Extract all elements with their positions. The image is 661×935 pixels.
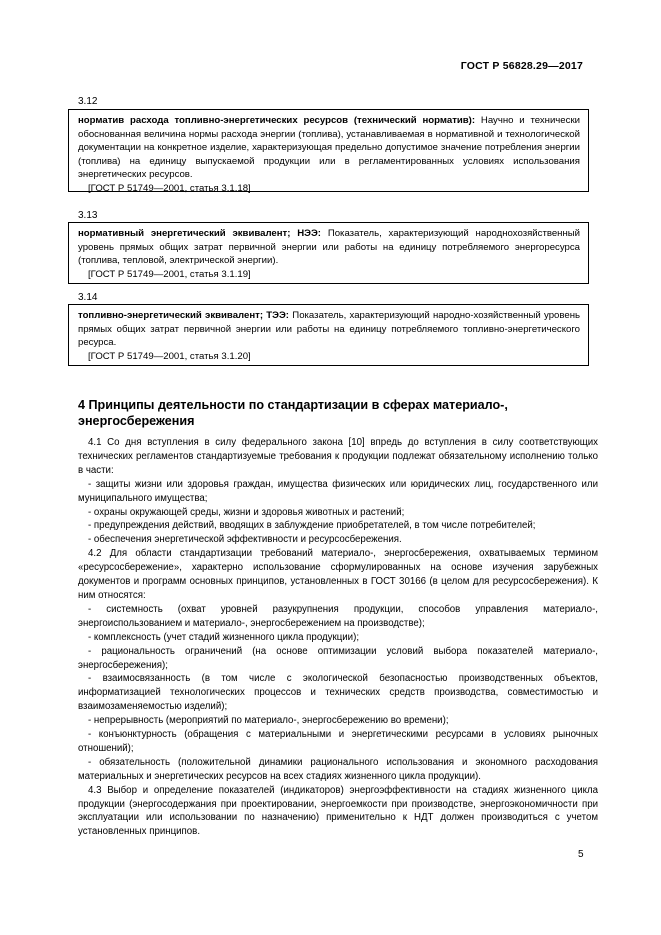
term-definition: Показатель, характеризующий народно-хозяйственный уровень прямых общих затрат первичной энергии или работы на единицу потребляемого топливно-энергетического ресурса. bbox=[78, 310, 581, 349]
list-item: - обеспечения энергетической эффективности и ресурсосбережения. bbox=[88, 534, 402, 546]
list-item: - защиты жизни или здоровья граждан, имущества физических или юридических лиц, государственного или муниципального имущества; bbox=[78, 478, 598, 504]
paragraph: 4.3 Выбор и определение показателей (индикаторов) энергоэффективности на стадиях жизненного цикла продукции (энергосодержания при проектировании, энергоемкости при производстве, энергоэкономичности при эксплуатации или использовании по назначению) применительно к НДТ должен производиться с учетом установленных принципов. bbox=[78, 784, 598, 838]
list-item: - комплексность (учет стадий жизненного цикла продукции); bbox=[88, 631, 360, 643]
section-heading: 4 Принципы деятельности по стандартизации в сферах материало-, энергосбережения bbox=[78, 398, 508, 428]
term-title: топливно-энергетический эквивалент; ТЭЭ: bbox=[78, 310, 290, 321]
paragraph: 4.1 Со дня вступления в силу федерального закона [10] впредь до вступления в силу соответствующих технических регламентов стандартизуемые требования к продукции подлежат обязательному исполнению только в части: bbox=[78, 437, 598, 476]
term-title: нормативный энергетический эквивалент; НЭЭ: bbox=[78, 228, 322, 239]
entry-number: 3.13 bbox=[78, 210, 98, 221]
list-item: - рациональность ограничений (на основе оптимизации условий выбора показателей материало-, энергосбережения); bbox=[78, 645, 598, 671]
term-source: [ГОСТ Р 51749—2001, статья 3.1.20] bbox=[88, 350, 251, 362]
entry-number: 3.12 bbox=[78, 96, 98, 107]
term-title: норматив расхода топливно-энергетических ресурсов (технический норматив): bbox=[78, 115, 476, 126]
list-item: - системность (охват уровней разукрупнения продукции, способов управления материало-, энергоиспользованием и материало-, энергосбережением на производстве); bbox=[78, 603, 598, 629]
section-body bbox=[78, 436, 598, 839]
term-entry-box bbox=[68, 109, 589, 192]
term-source: [ГОСТ Р 51749—2001, статья 3.1.18] bbox=[88, 182, 251, 194]
term-entry-box bbox=[68, 222, 589, 284]
term-entry-box bbox=[68, 304, 589, 366]
list-item: - непрерывность (мероприятий по материало-, энергосбережению во времени); bbox=[88, 715, 449, 727]
list-item: - предупреждения действий, вводящих в заблуждение приобретателей, в том числе потребителей; bbox=[88, 520, 536, 532]
term-source: [ГОСТ Р 51749—2001, статья 3.1.19] bbox=[88, 268, 251, 280]
term-definition: Показатель, характеризующий народнохозяйственный уровень прямых общих затрат первичной энергии или работы на единицу потребляемого энергоресурса (топлива, тепловой, электрической энергии). bbox=[78, 228, 581, 267]
list-item: - конъюнктурность (обращения с материальными и энергетическими ресурсами в условиях рыночных отношений); bbox=[78, 729, 598, 754]
standard-number: ГОСТ Р 56828.29—2017 bbox=[460, 60, 583, 72]
page-number: 5 bbox=[578, 849, 584, 860]
list-item: - охраны окружающей среды, жизни и здоровья животных и растений; bbox=[88, 506, 405, 518]
paragraph: 4.2 Для области стандартизации требований материало-, энергосбережения, охватываемых термином «ресурсосбережение», характерно использование сформулированных на основе изучения зарубежных документов и программ основных принципов, установленных в ГОСТ 30166 (в целом для ресурсосбережения). К ним относятся: bbox=[78, 548, 598, 601]
list-item: - обязательность (положительной динамики рационального использования и экономного расходования материальных и энергетических ресурсов на всех стадиях жизненного цикла продукции). bbox=[78, 756, 598, 782]
entry-number: 3.14 bbox=[78, 292, 98, 303]
term-definition: Научно и технически обоснованная величина нормы расхода энергии (топлива), устанавливаемая в нормативной и технологической документации на конкретное изделие, характеризующая предельно допустимое значение потребления энергии (топлива) на единицу выпускаемой продукции или в регламентированных условиях использования энергетических ресурсов. bbox=[78, 115, 580, 181]
list-item: - взаимосвязанность (в том числе с экологической безопасностью производственных объектов, информатизацией технологических процессов и технических средств производства, совместимостью и взаимозаменяемостью изделий); bbox=[78, 673, 598, 713]
